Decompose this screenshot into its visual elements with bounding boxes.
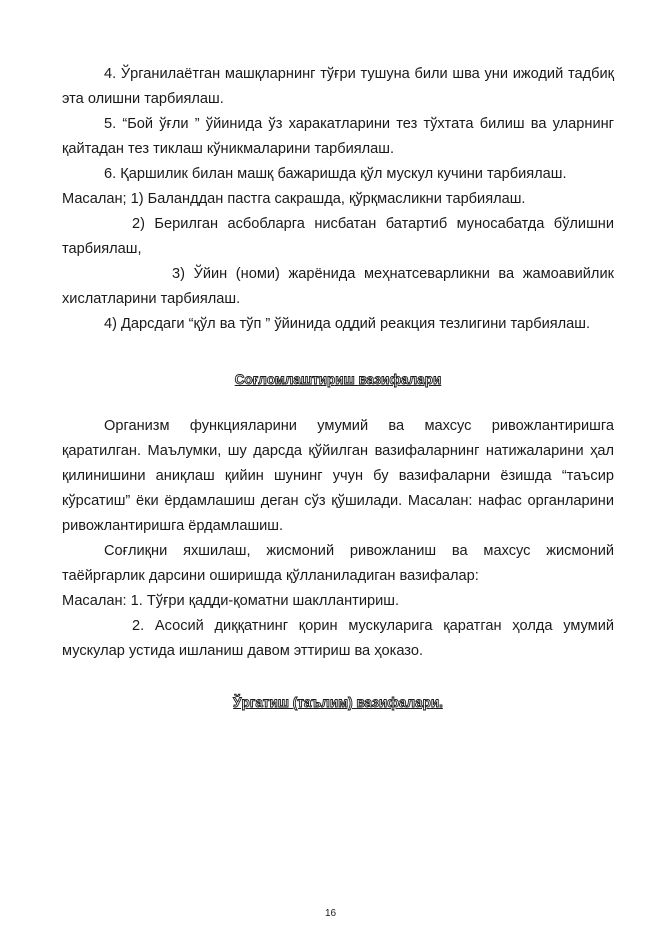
paragraph: 4. Ўрганилаётган машқларнинг тўғри тушуна били шва уни ижодий тадбиқ эта олишни тарбиялаш. [62, 66, 614, 107]
paragraph: Организм функцияларини умумий ва махсус ривожлантиришга қаратилган. Маълумки, шу дарсда қўйилган вазифаларнинг натижаларини ҳал қилинишини аниқлаш қийин шунинг учун бу вазифаларни ёзишда “таъсир кўрсатиш” ёки ёрдамлашиш деган сўз қўшилади. Масалан: нафас органларини ривожлантиришга ёрдамлашиш. [62, 418, 614, 534]
section-heading: Ўргатиш (таълим) вазифалари. [233, 695, 443, 710]
paragraph: 4) Дарсдаги “қўл ва тўп ” ўйинида оддий реакция тезлигини тарбиялаш. [104, 316, 591, 332]
paragraph: Соғлиқни яхшилаш, жисмоний ривожланиш ва махсус жисмоний таёйргарлик дарсини оширишда қўлланиладиган вазифалар: [62, 543, 614, 584]
paragraph: 6. Қаршилик билан машқ бажаришда қўл мускул кучини тарбиялаш. [104, 166, 567, 182]
page-number: 16 [324, 908, 337, 919]
section-heading: Соғломлаштириш вазифалари [234, 372, 442, 387]
paragraph: Масалан: 1. Тўғри қадди-қоматни шакллантириш. [62, 593, 400, 609]
paragraph: 5. “Бой ўғли ” ўйинида ўз харакатларини тез тўхтата билиш ва уларнинг қайтадан тез тиклаш кўникмаларини тарбиялаш. [62, 116, 614, 157]
document-page [62, 62, 614, 715]
paragraph: 3) Ўйин (номи) жарёнида меҳнатсеварликни ва жамоавийлик хислатларини тарбиялаш. [62, 266, 614, 307]
paragraph: Масалан; 1) Баланддан пастга сакрашда, қўрқмасликни тарбиялаш. [62, 191, 526, 207]
paragraph: 2) Берилган асбобларга нисбатан батартиб муносабатда бўлишни тарбиялаш, [62, 216, 614, 257]
paragraph: 2. Асосий диққатнинг қорин мускуларига қаратган ҳолда умумий мускулар устида ишланиш давом эттириш ва ҳоказо. [62, 618, 614, 659]
